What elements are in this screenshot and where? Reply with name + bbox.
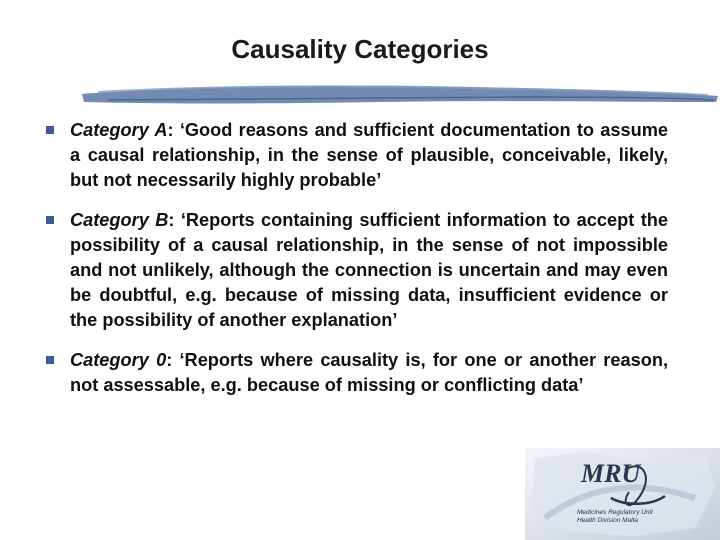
bullet-text xyxy=(70,208,668,334)
bullet-text xyxy=(70,118,668,194)
logo-line-1: Medicines Regulatory Unit xyxy=(577,509,653,516)
logo-wordmark: MRU xyxy=(581,459,641,488)
category-description: : ‘Good reasons and sufficient documentation to assume a causal relationship, in the sense of plausible, conceivable, likely, but not necessarily highly probable’ xyxy=(70,120,668,191)
category-label: Category A xyxy=(70,120,168,140)
bullet-item-category-0 xyxy=(46,348,668,398)
bullet-text xyxy=(70,348,668,398)
mru-logo xyxy=(525,448,720,540)
square-bullet-icon xyxy=(46,356,54,364)
logo-line-2: Health Division Malta xyxy=(577,517,639,524)
category-description: : ‘Reports containing sufficient information to accept the possibility of a causal relationship, in the sense of not impossible and not unlikely, although the connection is uncertain and may even be doubtful, e.g. because of missing data, insufficient evidence or the possibility of another explanation’ xyxy=(70,209,668,331)
square-bullet-icon xyxy=(46,216,54,224)
bullet-list xyxy=(46,118,668,412)
category-description: : ‘Reports where causality is, for one or another reason, not assessable, e.g. because of missing or conflicting data’ xyxy=(70,349,668,395)
square-bullet-icon xyxy=(46,126,54,134)
bullet-item-category-b xyxy=(46,208,668,334)
bullet-item-category-a xyxy=(46,118,668,194)
category-label: Category 0 xyxy=(70,349,167,370)
decorative-brush-stroke xyxy=(78,80,720,110)
slide-title: Causality Categories xyxy=(231,34,489,64)
category-label: Category B xyxy=(70,209,169,230)
